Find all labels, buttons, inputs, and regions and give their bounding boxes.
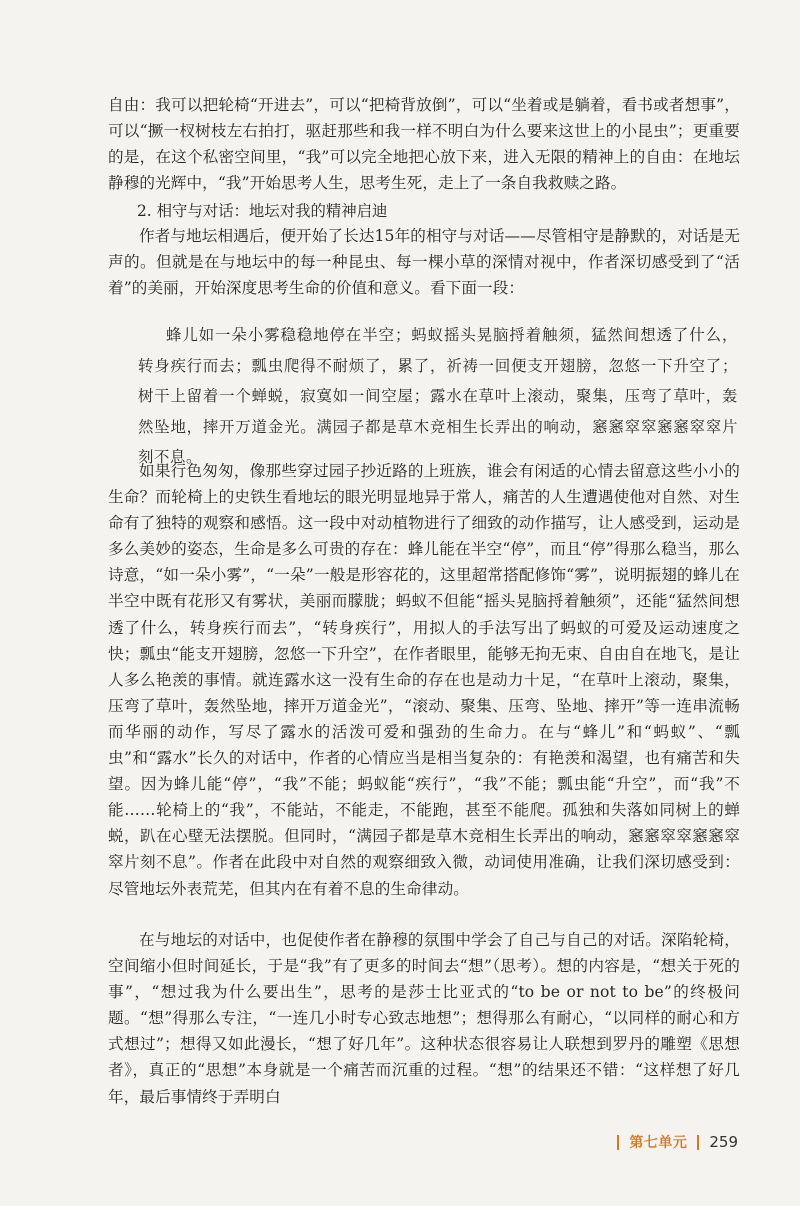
paragraph-4: 在与地坛的对话中，也促使作者在静穆的氛围中学会了自己与自己的对话。深陷轮椅，空间缩小但时间延长，于是“我”有了更多的时间去“想”（思考）。想的内容是，“想关于死的事”，“想过我为什么要出生”，思考的是莎士比亚式的“to be or not to be”的终极问题。“想”得那么专注，“一连几小时专心致志地想”；想得那么有耐心，“以同样的耐心和方式想过”；想得又如此漫长，“想了好几年”。这种状态很容易让人联想到罗丹的雕塑《思想者》，真正的“思想”本身就是一个痛苦而沉重的过程。“想”的结果还不错：“这样想了好几年，最后事情终于弄明白 <box>108 931 740 1106</box>
paragraph-4-block <box>108 927 740 1110</box>
intro-paragraph: 自由：我可以把轮椅“开进去”，可以“把椅背放倒”，可以“坐着或是躺着，看书或者想事”，可以“撅一杈树枝左右拍打，驱赶那些和我一样不明白为什么要来这世上的小昆虫”；更重要的是，在这个私密空间里，“我”可以完全地把心放下来，进入无限的精神上的自由：在地坛静穆的光辉中，“我”开始思考人生，思考生死，走上了一条自我救赎之路。 <box>108 96 740 193</box>
paragraph-3-block <box>108 458 740 902</box>
section-heading: 2. 相守与对话：地坛对我的精神启迪 <box>137 202 388 220</box>
paragraph-3: 如果行色匆匆，像那些穿过园子抄近路的上班族，谁会有闲适的心情去留意这些小小的生命？而轮椅上的史铁生看地坛的眼光明显地异于常人，痛苦的人生遭遇使他对自然、对生命有了独特的观察和感悟。这一段中对动植物进行了细致的动作描写，让人感受到，运动是多么美妙的姿态，生命是多么可贵的存在：蜂儿能在半空“停”，而且“停”得那么稳当，那么诗意，“如一朵小雾”，“一朵”一般是形容花的，这里超常搭配修饰“雾”，说明振翅的蜂儿在半空中既有花形又有雾状，美丽而朦胧；蚂蚁不但能“摇头晃脑捋着触须”，还能“猛然间想透了什么，转身疾行而去”，“转身疾行”，用拟人的手法写出了蚂蚁的可爱及运动速度之快；瓢虫“能支开翅膀，忽悠一下升空”，在作者眼里，能够无拘无束、自由自在地飞，是让人多么艳羡的事情。就连露水这一没有生命的存在也是动力十足，“在草叶上滚动，聚集，压弯了草叶，轰然坠地，摔开万道金光”，“滚动、聚集、压弯、坠地、摔开”等一连串流畅而华丽的动作，写尽了露水的活泼可爱和强劲的生命力。在与“蜂儿”和“蚂蚁”、“瓢虫”和“露水”长久的对话中，作者的心情应当是相当复杂的：有艳羡和渴望，也有痛苦和失望。因为蜂儿能“停”，“我”不能；蚂蚁能“疾行”，“我”不能；瓢虫能“升空”，而“我”不能……轮椅上的“我”，不能站，不能走，不能跑，甚至不能爬。孤独和失落如同树上的蝉蜕，趴在心壁无法摆脱。但同时，“满园子都是草木竞相生长弄出的响动，窸窸窣窣窸窸窣窣片刻不息”。作者在此段中对自然的观察细致入微，动词使用准确，让我们深切感受到：尽管地坛外表荒芜，但其内在有着不息的生命律动。 <box>108 462 740 898</box>
page-number: 259 <box>709 1133 738 1151</box>
footer-divider-right <box>697 1135 699 1150</box>
unit-label: 第七单元 <box>629 1135 688 1151</box>
paragraph-2-block <box>108 223 740 301</box>
intro-block <box>108 92 740 196</box>
paragraph-2: 作者与地坛相遇后，便开始了长达15年的相守与对话——尽管相守是静默的，对话是无声的。但就是在与地坛中的每一种昆虫、每一棵小草的深情对视中，作者深切感受到了“活着”的美丽，开始深度思考生命的价值和意义。看下面一段： <box>108 227 740 298</box>
block-quote: 蜂儿如一朵小雾稳稳地停在半空；蚂蚁摇头晃脑捋着触须，猛然间想透了什么，转身疾行而去；瓢虫爬得不耐烦了，累了，祈祷一回便支开翅膀，忽悠一下升空了；树干上留着一个蝉蜕，寂寞如一间空屋；露水在草叶上滚动，聚集，压弯了草叶，轰然坠地，摔开万道金光。满园子都是草木竞相生长弄出的响动，窸窸窣窣窸窸窣窣片刻不息。 <box>138 326 738 467</box>
page-footer <box>617 1132 738 1152</box>
footer-divider-left <box>617 1135 619 1150</box>
